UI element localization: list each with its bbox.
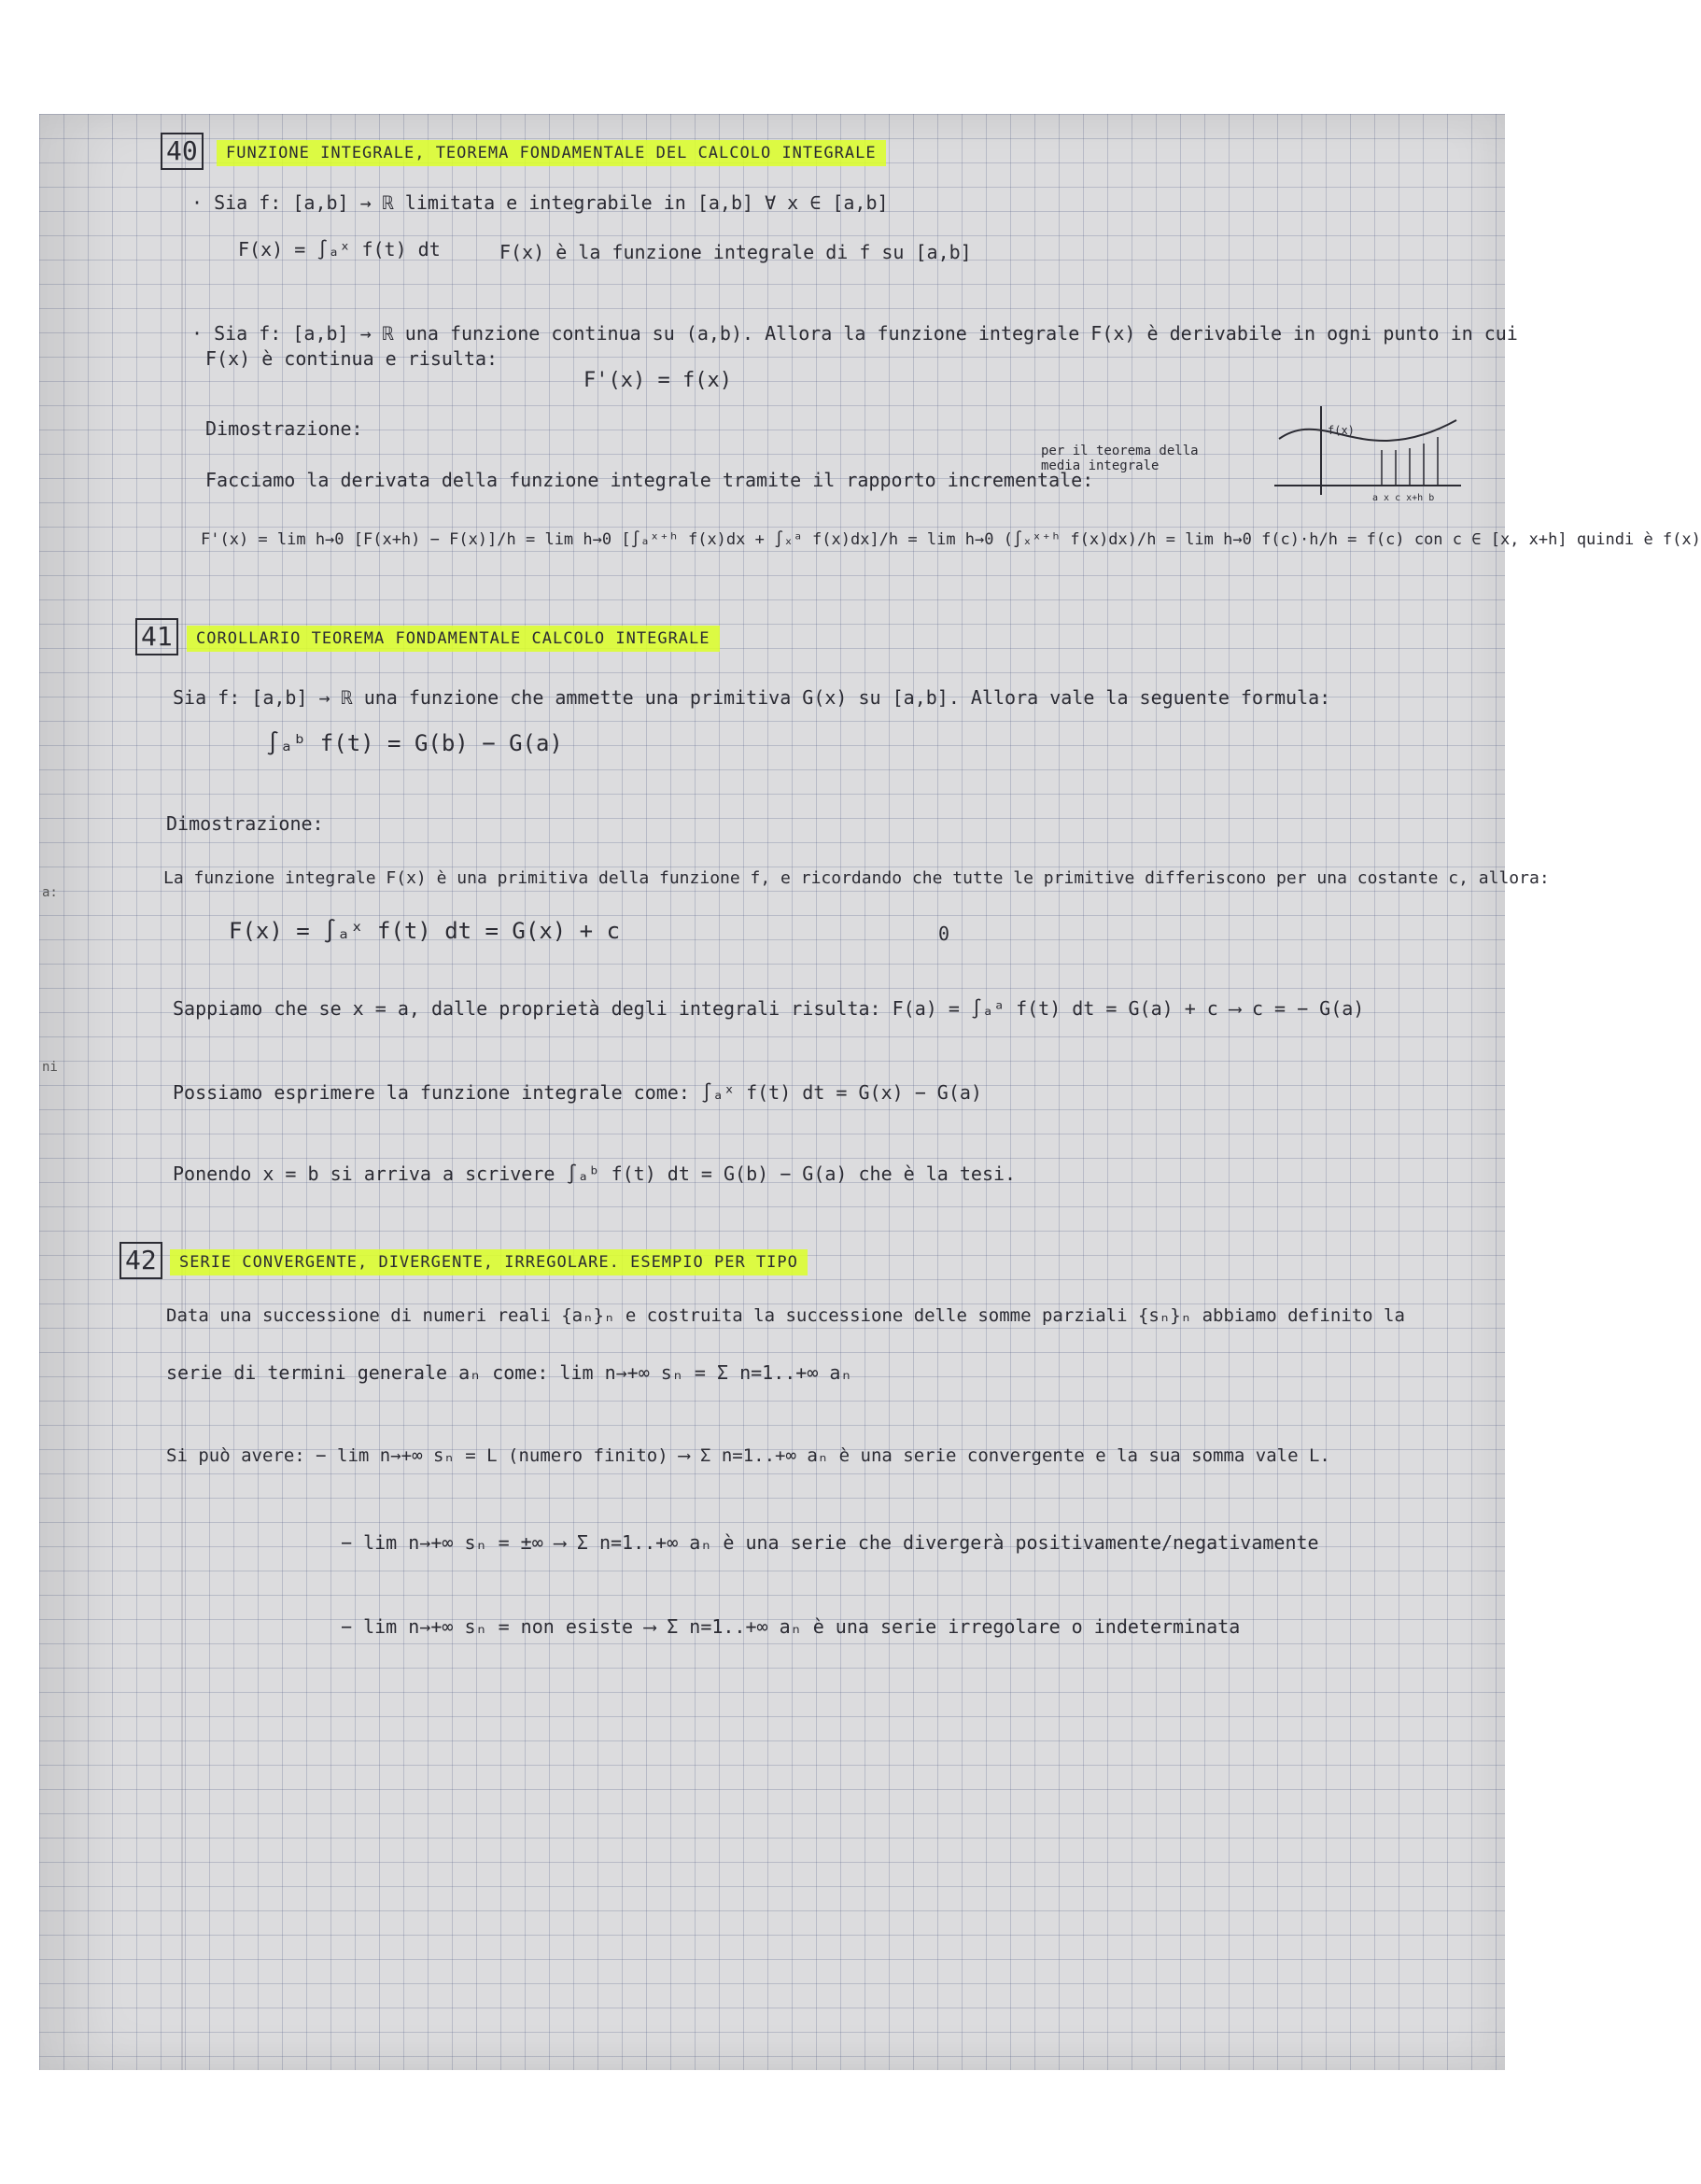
s40-line2b: F(x) è la funzione integrale di f su [a,b] (499, 241, 972, 263)
s40-line3: · Sia f: [a,b] → ℝ una funzione continua su (a,b). Allora la funzione integrale F(x) è derivabile in ogni punto in cui (191, 322, 1518, 345)
s42-line2: serie di termini generale aₙ come: lim n→+∞ sₙ = Σ n=1..+∞ aₙ (166, 1361, 852, 1384)
s41-line6: Sappiamo che se x = a, dalle proprietà degli integrali risulta: F(a) = ∫ₐᵃ f(t) dt = G(a) + c ⟶ c = − G(a) (173, 997, 1365, 1020)
s41-brace-value: 0 (938, 923, 950, 945)
graph-curve (1279, 420, 1456, 441)
integral-graph (1270, 402, 1466, 504)
s41-line8: Ponendo x = b si arriva a scrivere ∫ₐᵇ f(t) dt = G(b) − G(a) che è la tesi. (173, 1162, 1017, 1185)
section-number-42: 42 (119, 1242, 162, 1279)
section-number-40: 40 (161, 133, 204, 170)
margin-mark-2: ni (42, 1060, 58, 1075)
s40-line1: · Sia f: [a,b] → ℝ limitata e integrabile in [a,b] ∀ x ∈ [a,b] (191, 191, 889, 214)
s41-line3: Dimostrazione: (166, 812, 324, 835)
graph-label: f(x) (1328, 424, 1355, 437)
section-title-40: FUNZIONE INTEGRALE, TEOREMA FONDAMENTALE DEL CALCOLO INTEGRALE (217, 140, 886, 166)
s41-line5: F(x) = ∫ₐˣ f(t) dt = G(x) + c (229, 918, 621, 944)
s40-line6: Dimostrazione: (205, 417, 363, 440)
s42-line1: Data una successione di numeri reali {aₙ}ₙ e costruita la successione delle somme parziali {sₙ}ₙ abbiamo definito la (166, 1305, 1405, 1326)
section-number-41: 41 (135, 618, 178, 655)
s41-line2: ∫ₐᵇ f(t) = G(b) − G(a) (266, 730, 563, 756)
s40-line7: Facciamo la derivata della funzione integrale tramite il rapporto incrementale: (205, 469, 1094, 491)
s40-line5: F'(x) = f(x) (583, 369, 732, 392)
s40-note: per il teorema della media integrale (1041, 444, 1199, 473)
s42-line4: − lim n→+∞ sₙ = ±∞ ⟶ Σ n=1..+∞ aₙ è una serie che divergerà positivamente/negativamente (341, 1531, 1319, 1554)
s40-line2a: F(x) = ∫ₐˣ f(t) dt (238, 238, 441, 261)
graph-axis-labels: a x c x+h b (1372, 493, 1435, 503)
s40-line4: F(x) è continua e risulta: (205, 347, 499, 370)
section-title-41: COROLLARIO TEOREMA FONDAMENTALE CALCOLO INTEGRALE (187, 626, 720, 652)
margin-mark-1: a: (42, 885, 58, 900)
s40-formula: F'(x) = lim h→0 [F(x+h) − F(x)]/h = lim h→0 [∫ₐˣ⁺ʰ f(x)dx + ∫ₓᵃ f(x)dx]/h = lim h→0 (∫ₓˣ⁺ʰ f(x)dx)/h = lim h→0 f(c)·h/h = f(c) con c ∈ [x, x+h] quindi è f(x) (201, 530, 1701, 549)
s41-line1: Sia f: [a,b] → ℝ una funzione che ammette una primitiva G(x) su [a,b]. Allora vale la seguente formula: (173, 686, 1331, 709)
s41-line7: Possiamo esprimere la funzione integrale come: ∫ₐˣ f(t) dt = G(x) − G(a) (173, 1081, 982, 1104)
s41-line4: La funzione integrale F(x) è una primitiva della funzione f, e ricordando che tutte le primitive differiscono per una costante c, allora: (163, 868, 1550, 888)
section-title-42: SERIE CONVERGENTE, DIVERGENTE, IRREGOLARE. ESEMPIO PER TIPO (170, 1249, 808, 1275)
s42-line3: Si può avere: − lim n→+∞ sₙ = L (numero finito) ⟶ Σ n=1..+∞ aₙ è una serie convergente e la sua somma vale L. (166, 1445, 1330, 1466)
s42-line5: − lim n→+∞ sₙ = non esiste ⟶ Σ n=1..+∞ aₙ è una serie irregolare o indeterminata (341, 1615, 1241, 1638)
